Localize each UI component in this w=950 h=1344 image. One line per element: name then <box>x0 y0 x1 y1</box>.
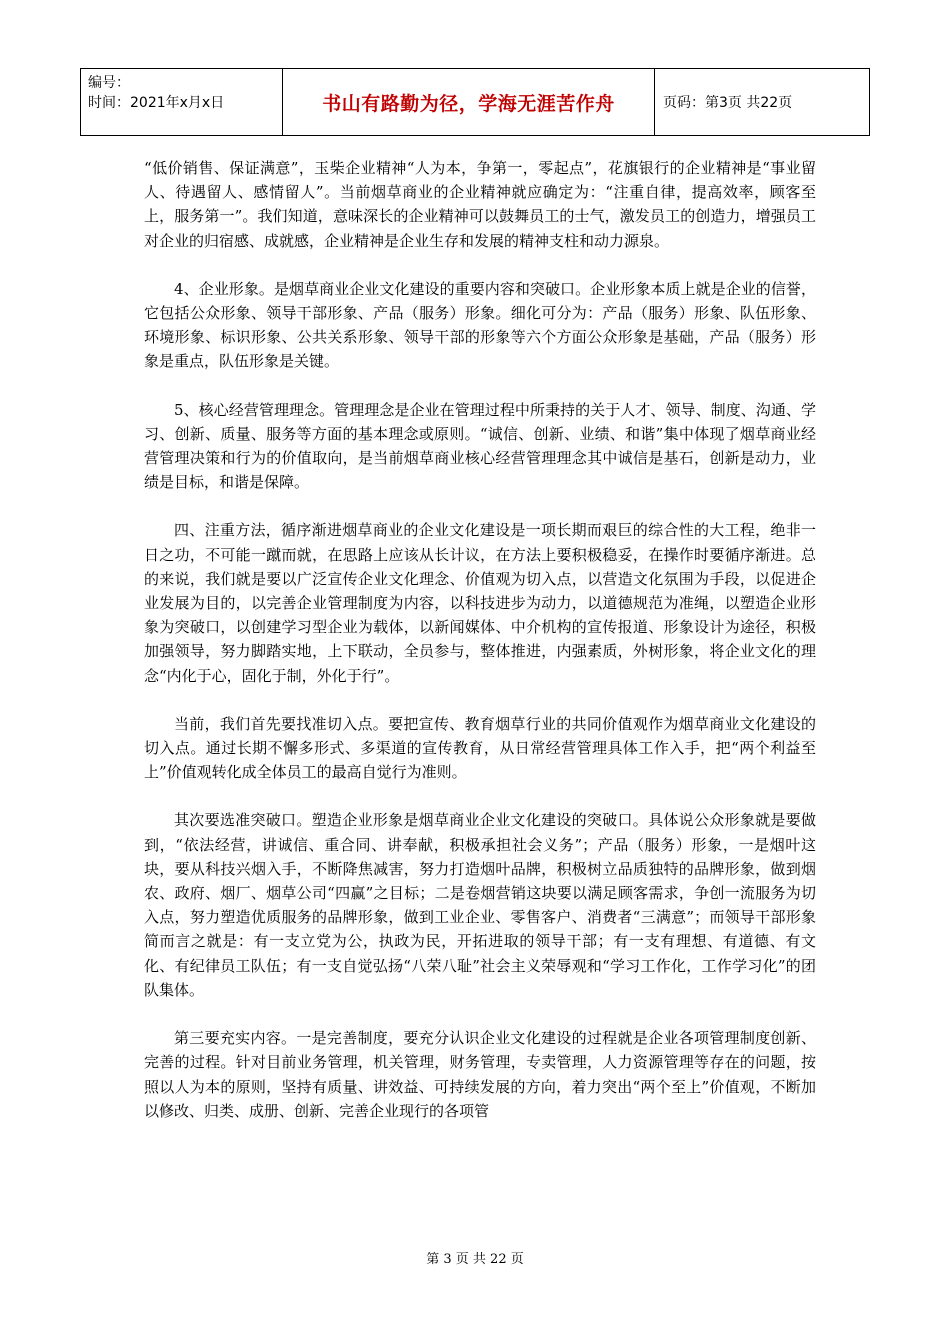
header-info-cell <box>81 69 283 135</box>
header-motto: 书山有路勤为径，学海无涯苦作舟 <box>283 69 655 135</box>
header-table <box>80 68 870 136</box>
document-number-label: 编号： <box>88 75 130 91</box>
paragraph-methods: 四、注重方法，循序渐进烟草商业的企业文化建设是一项长期而艰巨的综合性的大工程，绝非一日之功，不可能一蹴而就，在思路上应该从长计议，在方法上要积极稳妥，在操作时要循序渐进。总的来说，我们就是要以广泛宣传企业文化理念、价值观为切入点，以营造文化氛围为手段，以促进企业发展为目的，以完善企业管理制度为内容，以科技进步为动力，以道德规范为准绳，以塑造企业形象为突破口，以创建学习型企业为载体，以新闻媒体、中介机构的宣传报道、形象设计为途径，积极加强领导，努力脚踏实地，上下联动，全员参与，整体推进，内强素质，外树形象，将企业文化的理念“内化于心，固化于制，外化于行”。 <box>144 521 816 685</box>
paragraph-enterprise-spirit: “低价销售、保证满意”，玉柴企业精神“人为本，争第一，零起点”，花旗银行的企业精神是“事业留人、待遇留人、感情留人”。当前烟草商业的企业精神就应确定为：“注重自律，提高效率，顾客至上，服务第一”。我们知道，意味深长的企业精神可以鼓舞员工的士气，激发员工的创造力，增强员工对企业的归宿感、成就感，企业精神是企业生存和发展的精神支柱和动力源泉。 <box>144 159 816 250</box>
paragraph-enrich-content: 第三要充实内容。一是完善制度，要充分认识企业文化建设的过程就是企业各项管理制度创新、完善的过程。针对目前业务管理，机关管理，财务管理，专卖管理，人力资源管理等存在的问题，按照以人为本的原则，坚持有质量、讲效益、可持续发展的方向，着力突出“两个至上”价值观，不断加以修改、归类、成册、创新、完善企业现行的各项管 <box>144 1029 816 1120</box>
paragraph-entry-point: 当前，我们首先要找准切入点。要把宣传、教育烟草行业的共同价值观作为烟草商业文化建设的切入点。通过长期不懈多形式、多渠道的宣传教育，从日常经营管理具体工作入手，把“两个利益至上”价值观转化成全体员工的最高自觉行为准则。 <box>144 714 816 782</box>
paragraph-breakthrough: 其次要选准突破口。塑造企业形象是烟草商业企业文化建设的突破口。具体说公众形象就是要做到，“依法经营，讲诚信、重合同、讲奉献，积极承担社会义务”；产品（服务）形象，一是烟叶这块，要从科技兴烟入手，不断降焦减害，努力打造烟叶品牌，积极树立品质独特的品牌形象，做到烟农、政府、烟厂、烟草公司“四赢”之目标；二是卷烟营销这块要以满足顾客需求，争创一流服务为切入点，努力塑造优质服务的品牌形象，做到工业企业、零售客户、消费者“三满意”；而领导干部形象简而言之就是：有一支立党为公，执政为民，开拓进取的领导干部；有一支有理想、有道德、有文化、有纪律员工队伍；有一支自觉弘扬“八荣八耻”社会主义荣辱观和“学习工作化，工作学习化”的团队集体。 <box>144 811 816 999</box>
header-page-label: 页码：第3页 共22页 <box>663 95 793 111</box>
document-date-label: 时间：2021年x月x日 <box>88 95 225 111</box>
paragraph-enterprise-image: 4、企业形象。是烟草商业企业文化建设的重要内容和突破口。企业形象本质上就是企业的信誉，它包括公众形象、领导干部形象、产品（服务）形象。细化可分为：产品（服务）形象、队伍形象、环境形象、标识形象、公共关系形象、领导干部的形象等六个方面公众形象是基础，产品（服务）形象是重点，队伍形象是关键。 <box>144 279 816 371</box>
document-body <box>144 156 816 1123</box>
paragraph-management-philosophy: 5、核心经营管理理念。管理理念是企业在管理过程中所秉持的关于人才、领导、制度、沟通、学习、创新、质量、服务等方面的基本理念或原则。“诚信、创新、业绩、和谐”集中体现了烟草商业经营管理决策和行为的价值取向，是当前烟草商业核心经营管理理念其中诚信是基石，创新是动力，业绩是目标，和谐是保障。 <box>144 400 816 492</box>
page-footer: 第 3 页 共 22 页 <box>426 1252 524 1267</box>
